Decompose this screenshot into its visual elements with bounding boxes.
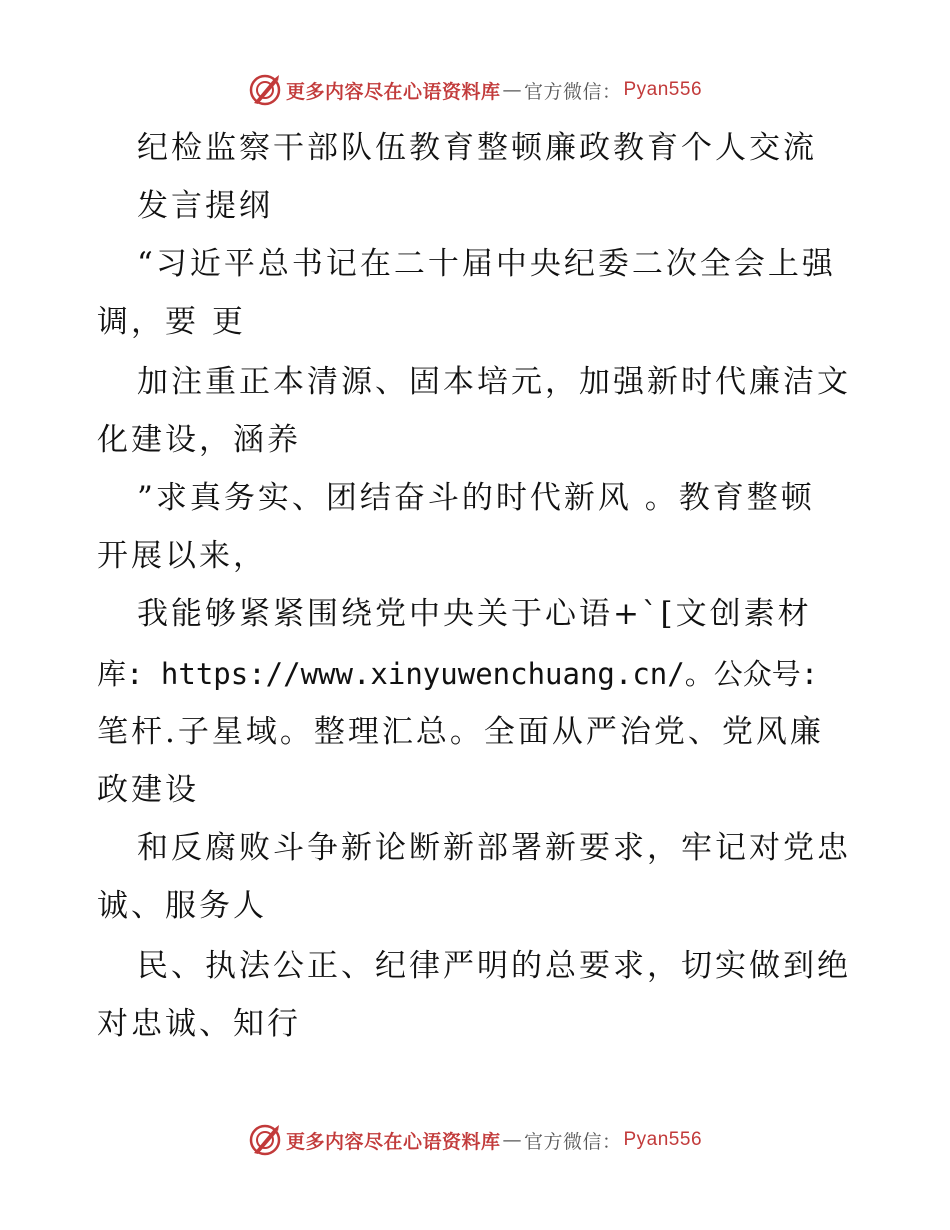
doc-line-4: 调，要 更: [97, 304, 246, 340]
doc-title-line-1: 纪检监察干部队伍教育整顿廉政教育个人交流: [137, 130, 817, 166]
doc-line-12: 政建设: [97, 772, 199, 808]
doc-line-11: 笔杆.子星域。整理汇总。全面从严治党、党风廉: [97, 714, 824, 750]
doc-line-9: 我能够紧紧围绕党中央关于心语+`[文创素材: [137, 596, 812, 632]
doc-line-5: 加注重正本清源、固本培元，加强新时代廉洁文: [137, 364, 851, 400]
banner-brand: 更多内容尽在心语资料库: [285, 80, 501, 103]
quill-logo-icon: [248, 1123, 282, 1157]
quill-logo-icon: [248, 73, 282, 107]
doc-line-13: 和反腐败斗争新论断新部署新要求，牢记对党忠: [137, 830, 851, 866]
footer-brand: 更多内容尽在心语资料库: [285, 1130, 501, 1153]
banner-content-footer: [248, 1123, 702, 1157]
footer-official: 官方微信：: [523, 1130, 622, 1153]
footer-dash: —: [502, 1129, 522, 1151]
doc-line-6: 化建设，涵养: [97, 422, 301, 458]
banner-dash: —: [502, 79, 522, 101]
doc-title-line-2: 发言提纲: [137, 188, 273, 224]
doc-line-16: 对忠诚、知行: [97, 1006, 301, 1042]
footer-banner: [0, 1120, 950, 1160]
doc-line-8: 开展以来，: [97, 538, 267, 574]
doc-line-7: ”求真务实、团结奋斗的时代新风 。教育整顿: [137, 480, 815, 516]
banner-handle: Pyan556: [623, 79, 703, 100]
doc-line-10: 库: https://www.xinyuwenchuang.cn/。公众号:: [97, 657, 819, 691]
doc-line-15: 民、执法公正、纪律严明的总要求，切实做到绝: [137, 948, 851, 984]
banner-content: [248, 73, 702, 107]
doc-line-14: 诚、服务人: [97, 888, 267, 924]
header-banner: [0, 70, 950, 110]
footer-handle: Pyan556: [623, 1129, 703, 1150]
doc-line-3: “习近平总书记在二十届中央纪委二次全会上强: [137, 246, 836, 282]
banner-official: 官方微信：: [523, 80, 622, 103]
